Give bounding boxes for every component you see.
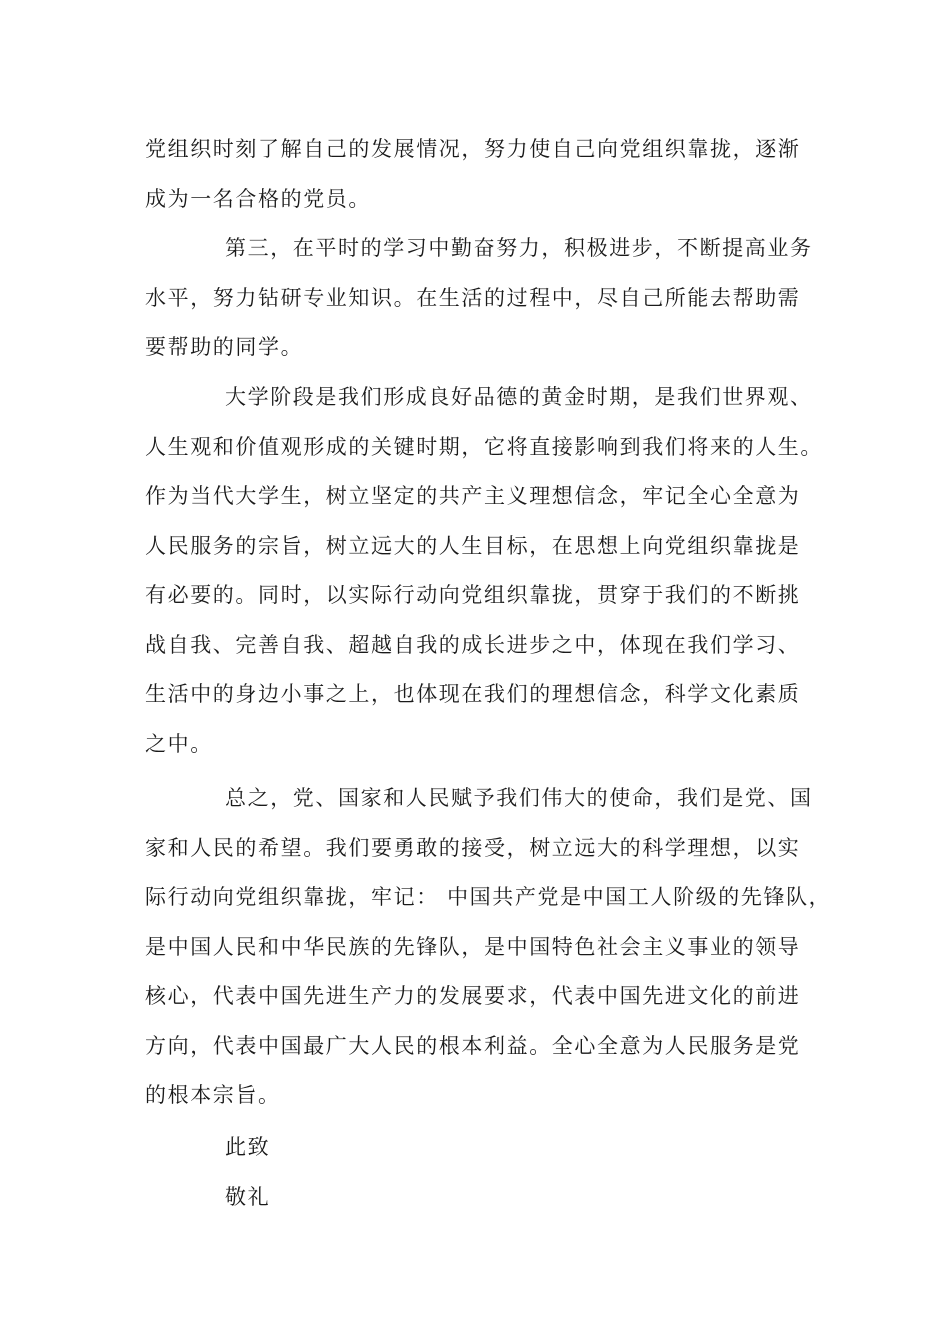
paragraph-university-stage (145, 373, 825, 769)
paragraph-conclusion (145, 774, 832, 1121)
paragraph-third-point (145, 224, 825, 373)
text-line: 大学阶段是我们形成良好品德的黄金时期，是我们世界观、 (225, 385, 813, 409)
text-line: 生活中的身边小事之上，也体现在我们的理想信念，科学文化素质 (145, 682, 801, 706)
text-line: 核心，代表中国先进生产力的发展要求，代表中国先进文化的前进 (145, 984, 801, 1008)
text-line: 成为一名合格的党员。 (145, 186, 371, 211)
text-line: 党组织时刻了解自己的发展情况，努力使自己向党组织靠拢，逐渐 (145, 137, 801, 161)
closing-salutation (145, 1123, 825, 1222)
text-line: 总之，党、国家和人民赋予我们伟大的使命，我们是党、国 (225, 786, 813, 810)
text-line: 第三，在平时的学习中勤奋努力，积极进步，不断提高业务 (225, 236, 813, 260)
text-line: 之中。 (145, 731, 213, 756)
text-line: 的根本宗旨。 (145, 1083, 281, 1107)
text-line: 作为当代大学生，树立坚定的共产主义理想信念，牢记全心全意为 (145, 484, 801, 508)
text-line: 要帮助的同学。 (145, 335, 304, 359)
text-line: 人民服务的宗旨，树立远大的人生目标，在思想上向党组织靠拢是 (145, 533, 801, 558)
text-line: 家和人民的希望。我们要勇敢的接受，树立远大的科学理想，以实 (145, 835, 801, 860)
text-line: 际行动向党组织靠拢，牢记： 中国共产党是中国工人阶级的先锋队， (145, 885, 832, 909)
text-line: 战自我、完善自我、超越自我的成长进步之中，体现在我们学习、 (145, 632, 801, 657)
text-line: 方向，代表中国最广大人民的根本利益。全心全意为人民服务是党 (145, 1033, 801, 1058)
text-line: 水平，努力钻研专业知识。在生活的过程中，尽自己所能去帮助需 (145, 285, 801, 310)
closing-line-2: 敬礼 (225, 1184, 271, 1209)
paragraph-continuation (145, 125, 825, 224)
text-line: 人生观和价值观形成的关键时期，它将直接影响到我们将来的人生。 (145, 434, 823, 459)
text-line: 是中国人民和中华民族的先锋队，是中国特色社会主义事业的领导 (145, 934, 801, 959)
text-line: 有必要的。同时，以实际行动向党组织靠拢，贯穿于我们的不断挑 (145, 583, 801, 607)
closing-line-1: 此致 (225, 1135, 271, 1159)
